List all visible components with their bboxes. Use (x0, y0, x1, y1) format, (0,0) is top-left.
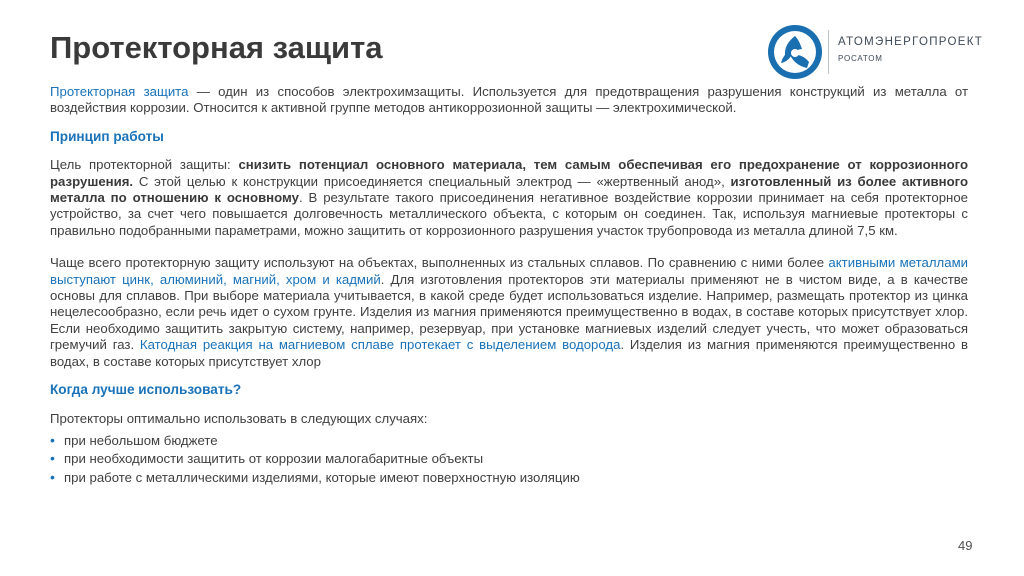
principle-paragraph-2 (50, 255, 968, 370)
p2-highlight-reaction: Катодная реакция на магниевом сплаве протекает с выделением водорода (139, 337, 621, 353)
page-number: 49 (958, 538, 973, 553)
company-logo (766, 22, 986, 82)
slide-title: Протекторная защита (50, 30, 383, 65)
logo-parent-name: РОСАТОМ (838, 54, 883, 63)
bullet-icon: • (50, 431, 55, 448)
principle-paragraph-1 (50, 157, 968, 239)
p1-text-a: Цель протекторной защиты: (50, 157, 239, 173)
list-item: • при необходимости защитить от коррозии малогабаритные объекты (50, 450, 484, 467)
logo-separator (828, 30, 829, 74)
when-heading: Когда лучше использовать? (50, 382, 242, 398)
p2-text-a: Чаще всего протекторную защиту используют на объектах, выполненных из стальных сплавов. По сравнению с ними более (50, 255, 829, 271)
intro-text: — один из способов электрохимзащиты. Используется для предотвращения разрушения конструкций из металла от воздействия коррозии. Относится к активной группе методов антикоррозионной защиты — электрохимической. (50, 84, 969, 116)
list-item: • при работе с металлическими изделиями, которые имеют поверхностную изоляцию (50, 468, 580, 485)
slide-content (50, 84, 968, 488)
principle-heading: Принцип работы (50, 128, 164, 144)
when-intro: Протекторы оптимально использовать в следующих случаях: (50, 410, 428, 426)
p1-text-e: . В результате такого присоединения негативное воздействие коррозии принимает на себя протекторное устройство, за счет чего повышается долговечность металлического объекта, с которым он соединен. Так, используя магниевые протекторы с правильно подобранными параметрами, можно защитить от коррозионного разрушения участок трубопровода из металла длиной 7,5 км. (50, 190, 969, 238)
when-list (50, 433, 968, 486)
atom-logo-icon (766, 22, 824, 82)
logo-company-name: АТОМЭНЕРГОПРОЕКТ (838, 36, 984, 48)
list-item: • при небольшом бюджете (50, 431, 218, 448)
bullet-icon: • (50, 468, 55, 485)
p2-highlight-metals: активными металлами выступают цинк, алюминий, магний, хром и кадмий (50, 255, 969, 287)
p1-bold-anode: изготовленный из более активного металла по отношению к основному (50, 173, 969, 206)
bullet-icon: • (50, 450, 55, 467)
p2-text-e: . Изделия из магния применяются преимущественно в водах, в составе которых присутствует хлор (50, 337, 968, 369)
p1-bold-goal: снизить потенциал основного материала, тем самым обеспечивая его предохранение от коррозионного разрушения. (50, 157, 968, 189)
intro-paragraph (50, 84, 968, 117)
p2-text-c: . Для изготовления протекторов эти материалы применяют не в чистом виде, а в качестве основы для сплавов. При выборе материала учитывается, в какой среде будет использоваться изделие. Например, размещать протектор из цинка нецелесообразно, если речь идет о сухом грунте. Изделия из магния применяются преимущественно в водах, в составе которых присутствует хлор. Если необходимо защитить закрытую систему, например, резервуар, при установке магниевых изделий следует учесть, что может образоваться гремучий газ. (50, 271, 968, 353)
p1-text-c: С этой целью к конструкции присоединяется специальный электрод — «жертвенный анод», (133, 173, 731, 189)
intro-term: Протекторная защита (50, 84, 189, 99)
